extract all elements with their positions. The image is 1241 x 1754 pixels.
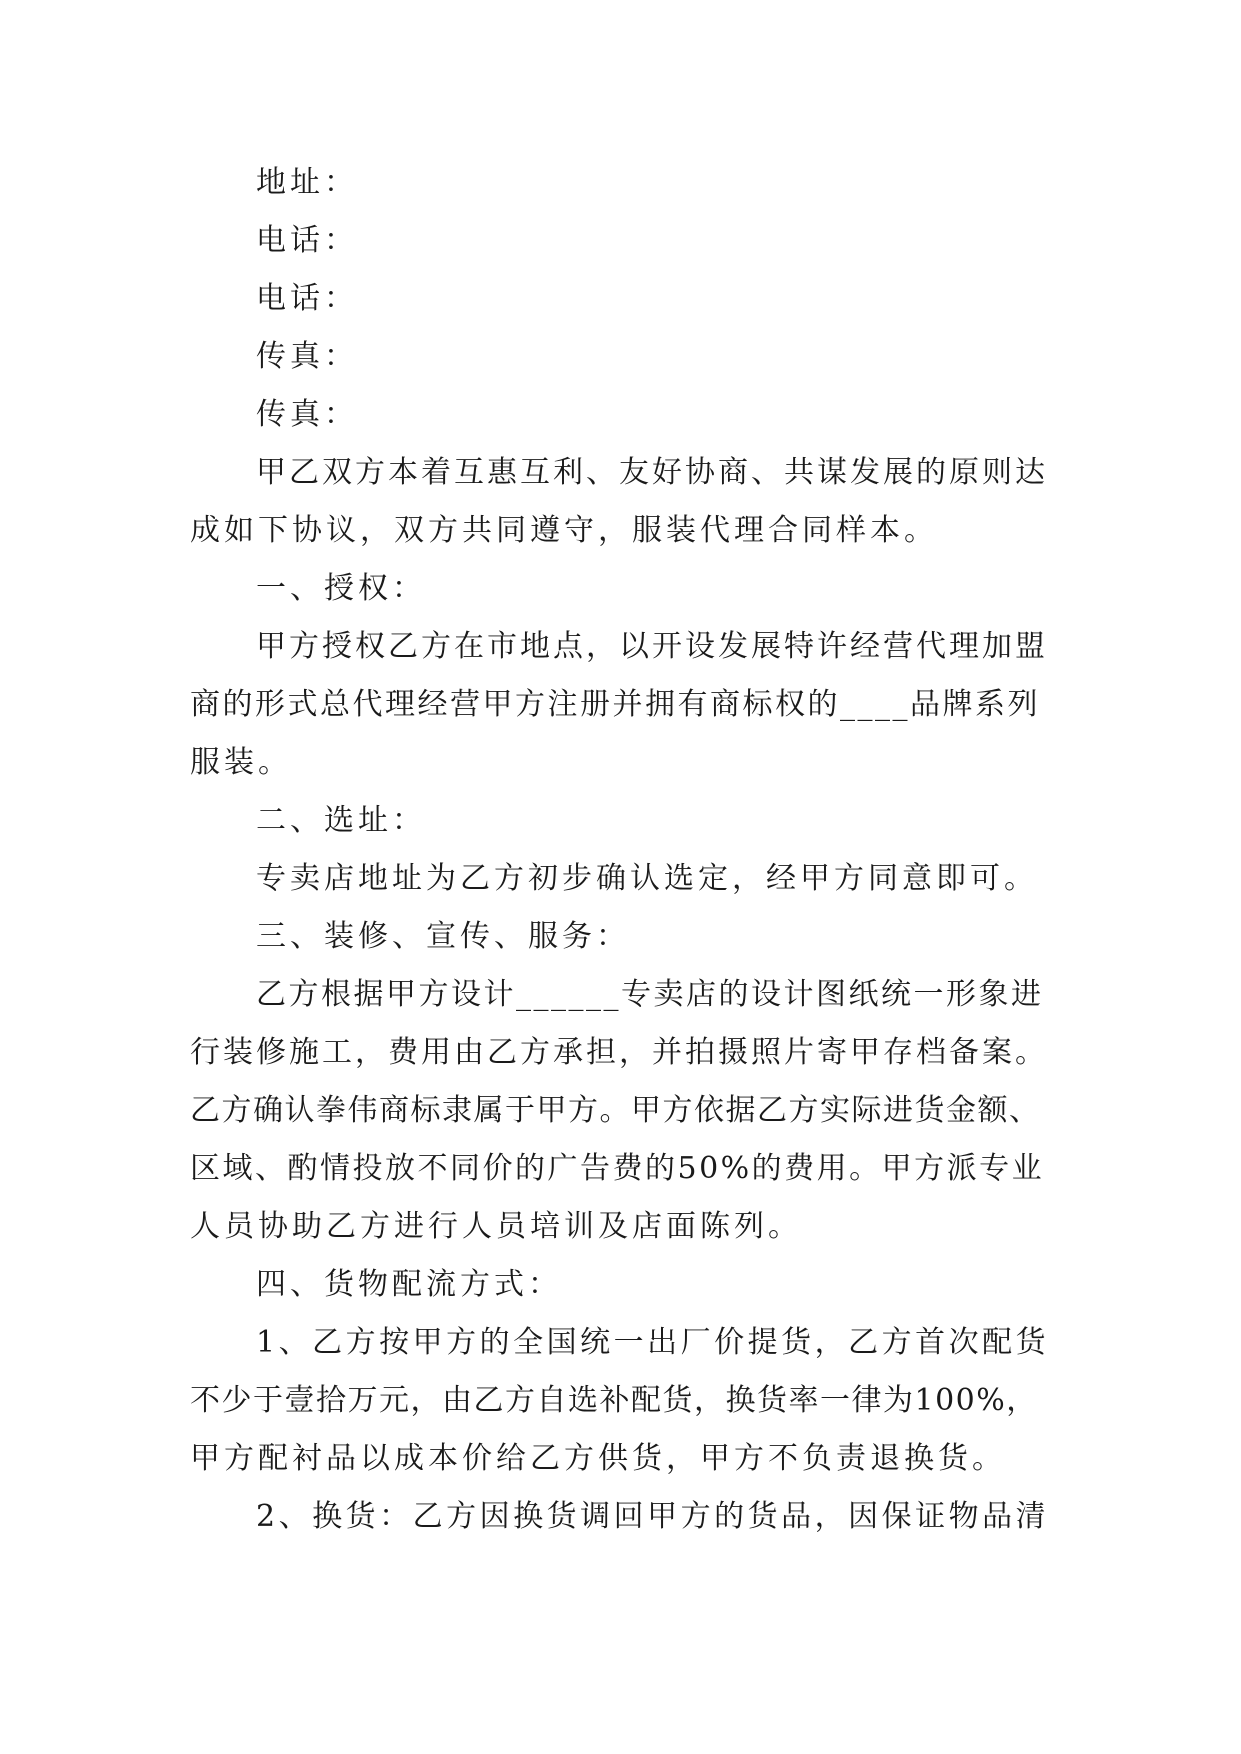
paragraph-decoration-line-4: 区域、酌情投放不同价的广告费的50%的费用。甲方派专业 [190, 1151, 1045, 1186]
paragraph-distribution-item1-line-1: 1、乙方按甲方的全国统一出厂价提货，乙方首次配货 [256, 1325, 1050, 1360]
paragraph-intro-line-2: 成如下协议，双方共同遵守，服装代理合同样本。 [190, 513, 938, 548]
paragraph-decoration-line-5: 人员协助乙方进行人员培训及店面陈列。 [190, 1209, 802, 1244]
section-heading-authorization: 一、授权： [256, 571, 426, 606]
paragraph-decoration-line-2: 行装修施工，费用由乙方承担，并拍摄照片寄甲存档备案。 [190, 1035, 1048, 1070]
paragraph-distribution-item2-line-1: 2、换货：乙方因换货调回甲方的货品，因保证物品清 [256, 1499, 1050, 1534]
section-heading-site-selection: 二、选址： [256, 803, 426, 838]
paragraph-distribution-item1-line-2: 不少于壹拾万元，由乙方自选补配货，换货率一律为100%， [190, 1383, 1038, 1418]
line-fax-2: 传真： [256, 397, 358, 432]
paragraph-authorization-line-2: 商的形式总代理经营甲方注册并拥有商标权的____品牌系列 [190, 687, 1040, 722]
paragraph-intro-line-1: 甲乙双方本着互惠互利、友好协商、共谋发展的原则达 [256, 455, 1048, 490]
paragraph-authorization-line-1: 甲方授权乙方在市地点，以开设发展特许经营代理加盟 [256, 629, 1048, 664]
paragraph-site-selection: 专卖店地址为乙方初步确认选定，经甲方同意即可。 [256, 861, 1038, 896]
section-heading-decoration: 三、装修、宣传、服务： [256, 919, 630, 954]
paragraph-authorization-line-3: 服装。 [190, 745, 292, 780]
paragraph-decoration-line-1: 乙方根据甲方设计______专卖店的设计图纸统一形象进 [256, 977, 1044, 1012]
line-phone-2: 电话： [256, 281, 358, 316]
line-address: 地址： [256, 165, 358, 200]
line-fax-1: 传真： [256, 339, 358, 374]
line-phone-1: 电话： [256, 223, 358, 258]
paragraph-decoration-line-3: 乙方确认拳伟商标隶属于甲方。甲方依据乙方实际进货金额、 [190, 1093, 1041, 1128]
document-body [190, 154, 1050, 1546]
paragraph-distribution-item1-line-3: 甲方配衬品以成本价给乙方供货，甲方不负责退换货。 [190, 1441, 1006, 1476]
section-heading-distribution: 四、货物配流方式： [256, 1267, 562, 1302]
